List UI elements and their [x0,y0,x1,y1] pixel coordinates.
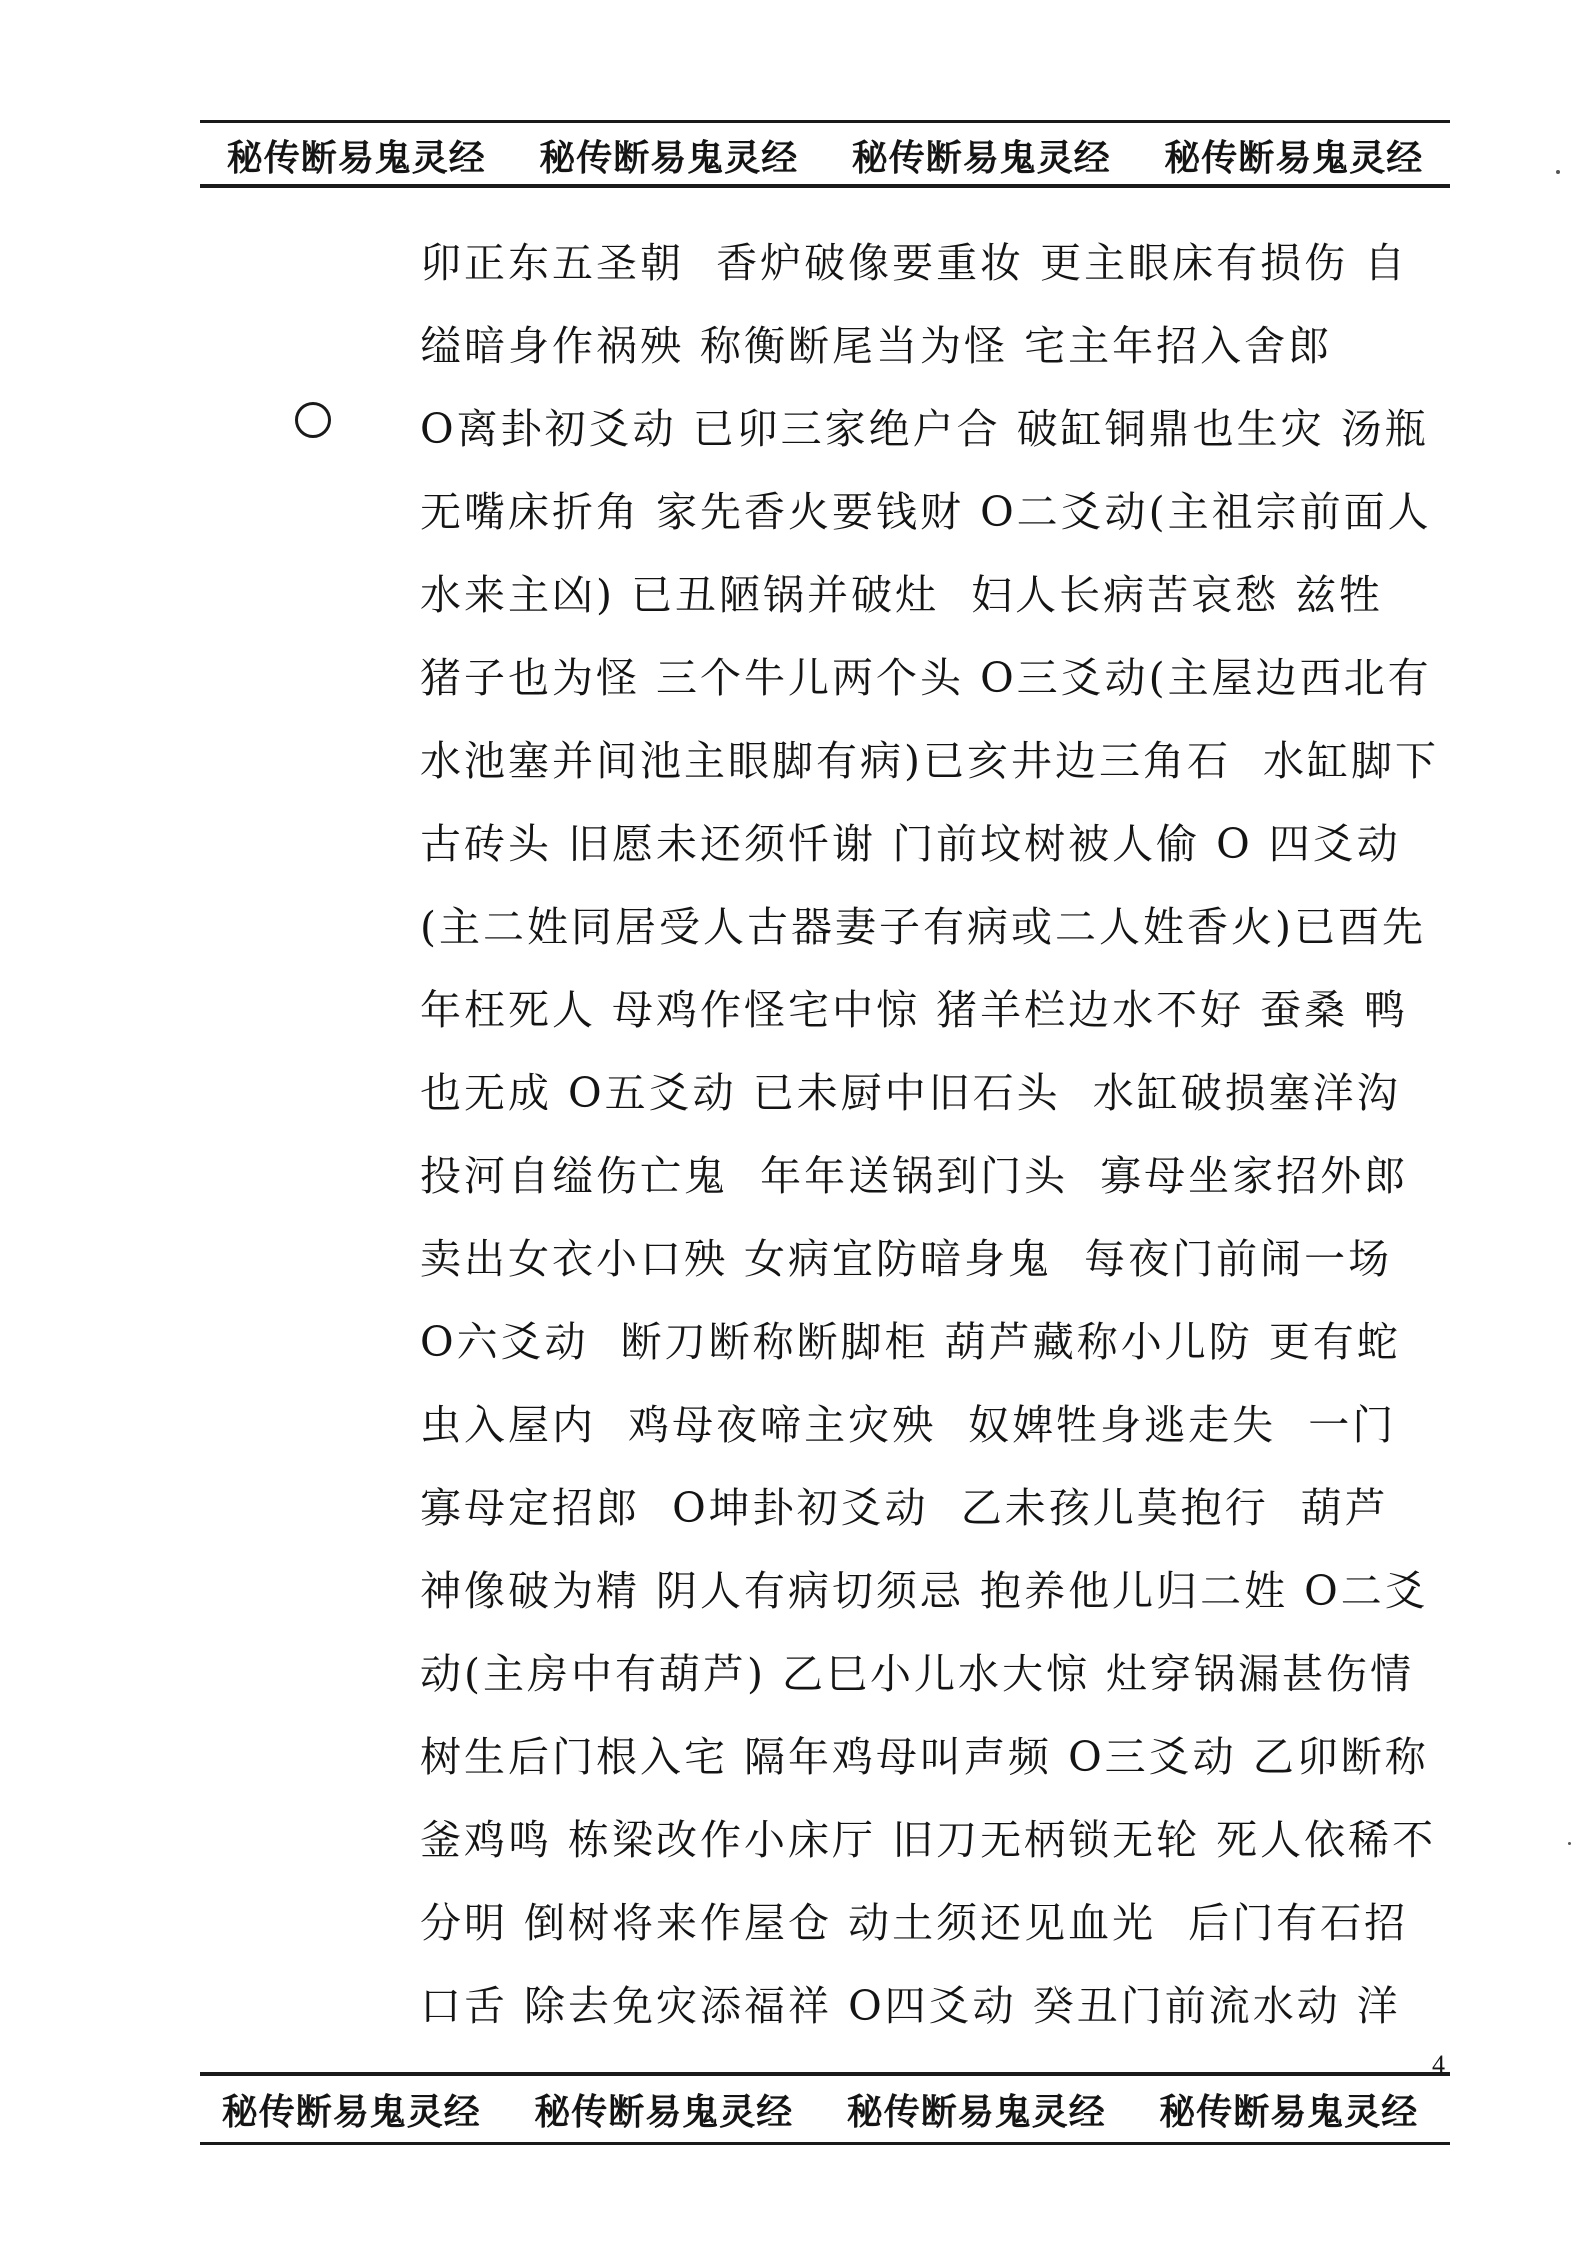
running-header [200,128,1450,182]
text-line: 寡母定招郎 O坤卦初爻动 乙未孩儿莫抱行 葫芦 [420,1484,1389,1532]
text-line: 树生后门根入宅 隔年鸡母叫声频 O三爻动 乙卯断称 [420,1733,1429,1781]
header-rule-bottom [200,184,1450,188]
footer-rule-top [200,2072,1450,2076]
header-title: 秘传断易鬼灵经 [1164,136,1424,179]
text-line: 神像破为精 阴人有病切须忌 抱养他儿归二姓 O二爻 [420,1567,1429,1615]
text-line: O六爻动 断刀断称断脚柜 葫芦藏称小儿防 更有蛇 [420,1318,1401,1366]
text-line: 投河自缢伤亡鬼 年年送锅到门头 寡母坐家招外郎 [420,1152,1409,1200]
page-number: 4 [1432,2050,1445,2079]
text-line: 卯正东五圣朝 香炉破像要重妆 更主眼床有损伤 自 [420,239,1409,287]
text-line: 也无成 O五爻动 已未厨中旧石头 水缸破损塞洋沟 [420,1069,1401,1117]
running-footer [195,2082,1445,2136]
text-line: O离卦初爻动 已卯三家绝户合 破缸铜鼎也生灾 汤瓶 [420,405,1429,453]
footer-rule-bottom [200,2142,1450,2145]
header-title: 秘传断易鬼灵经 [851,136,1111,179]
scan-speck [1568,1842,1571,1845]
footer-title: 秘传断易鬼灵经 [1159,2090,1419,2133]
text-line: 猪子也为怪 三个牛儿两个头 O三爻动(主屋边西北有 [420,654,1432,702]
text-line: 动(主房中有葫芦) 乙巳小儿水大惊 灶穿锅漏甚伤情 [420,1650,1415,1698]
header-title: 秘传断易鬼灵经 [226,136,486,179]
footer-title: 秘传断易鬼灵经 [846,2090,1106,2133]
text-line: 口舌 除去免灾添福祥 O四爻动 癸丑门前流水动 洋 [420,1982,1401,2030]
footer-title: 秘传断易鬼灵经 [534,2090,794,2133]
text-line: 虫入屋内 鸡母夜啼主灾殃 奴婢牲身逃走失 一门 [420,1401,1397,1449]
text-line: 无嘴床折角 家先香火要钱财 O二爻动(主祖宗前面人 [420,488,1432,536]
text-line: 卖出女衣小口殃 女病宜防暗身鬼 每夜门前闹一场 [420,1235,1393,1283]
text-line: 分明 倒树将来作屋仓 动土须还见血光 后门有石招 [420,1899,1409,1947]
header-rule-top [200,120,1450,123]
header-title: 秘传断易鬼灵经 [539,136,799,179]
text-line: (主二姓同居受人古器妻子有病或二人姓香火)已酉先 [420,903,1426,951]
text-line: 缢暗身作祸殃 称衡断尾当为怪 宅主年招入舍郎 [420,322,1333,370]
text-line: 年枉死人 母鸡作怪宅中惊 猪羊栏边水不好 蚕桑 鸭 [420,986,1409,1034]
margin-circle-marker [295,402,331,438]
body-text [420,222,1450,2048]
text-line: 釜鸡鸣 栋梁改作小床厅 旧刀无柄锁无轮 死人依稀不 [420,1816,1437,1864]
text-line: 水池塞并间池主眼脚有病)已亥井边三角石 水缸脚下 [420,737,1440,785]
text-line: 水来主凶) 已丑陋锅并破灶 妇人长病苦哀愁 兹牲 [420,571,1384,619]
text-line: 古砖头 旧愿未还须忏谢 门前坟树被人偷 O 四爻动 [420,820,1401,868]
footer-title: 秘传断易鬼灵经 [221,2090,481,2133]
scan-speck [1556,170,1560,174]
